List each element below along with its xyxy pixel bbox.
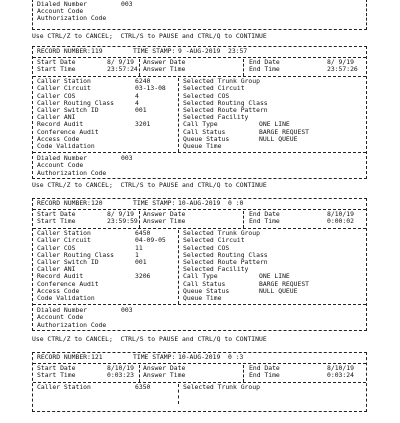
record-number-label: RECORD NUMBER:	[37, 199, 91, 207]
end-date-value: 8/ 9/19	[327, 58, 354, 67]
field-label: Caller Circuit	[37, 84, 91, 93]
field-label: Caller ANI	[37, 113, 76, 122]
answer-date-label: Answer Date	[143, 210, 186, 219]
end-date-value: 8/10/19	[327, 210, 354, 219]
answer-time-label: Answer Time	[143, 371, 186, 380]
dialed-number-value: 003	[121, 306, 133, 315]
record-partial-top	[32, 0, 367, 30]
account-code-label: Account Code	[37, 313, 84, 322]
fields-block	[33, 230, 366, 304]
timestamp-value: 10-AUG-2019 0 :0	[178, 199, 244, 207]
field-label: Selected Routing Class	[183, 98, 268, 107]
field-value: 03-13-08	[135, 84, 166, 93]
field-value: BARGE REQUEST	[259, 127, 310, 136]
field-value: 4	[135, 91, 139, 100]
field-label: Selected COS	[183, 91, 230, 100]
end-time-value: 0:00:02	[327, 217, 354, 226]
start-time-value: 23:57:24	[107, 65, 138, 74]
record-header	[33, 354, 366, 361]
record-number-value: 121	[91, 353, 103, 361]
field-label: Caller Routing Class	[37, 98, 114, 107]
fields-block	[33, 384, 366, 404]
field-value: 1	[135, 250, 139, 259]
start-date-value: 8/10/19	[107, 364, 134, 373]
start-time-label: Start Time	[37, 371, 76, 380]
field-value: 6450	[135, 229, 151, 238]
field-label: Record Audit	[37, 120, 84, 129]
start-date-label: Start Date	[37, 364, 76, 373]
field-value: 4	[135, 98, 139, 107]
record-number-label: RECORD NUMBER:	[37, 47, 91, 55]
field-label: Caller COS	[37, 91, 76, 100]
field-value: NULL QUEUE	[259, 286, 298, 295]
field-value: ONE LINE	[259, 120, 290, 129]
start-date-value: 8/ 9/19	[107, 210, 134, 219]
field-label: Call Status	[183, 279, 226, 288]
control-instructions: Use CTRL/Z to CANCEL; CTRL/S to PAUSE and CTRL/Q to CONTINUE	[32, 335, 267, 343]
end-time-label: End Time	[249, 217, 280, 226]
field-value: NULL QUEUE	[259, 134, 298, 143]
field-value: 3201	[135, 120, 151, 129]
field-label: Access Code	[37, 286, 80, 295]
start-time-value: 23:59:59	[107, 217, 138, 226]
dialed-number-value: 003	[121, 154, 133, 163]
end-time-value: 23:57:26	[327, 65, 358, 74]
field-label: Caller Routing Class	[37, 250, 114, 259]
end-time-value: 0:03:24	[327, 371, 354, 380]
record-number-value: 120	[91, 199, 103, 207]
field-label: Selected Trunk Group	[183, 229, 260, 238]
start-time-label: Start Time	[37, 65, 76, 74]
field-label: Call Type	[183, 120, 218, 129]
field-label: Conference Audit	[37, 279, 99, 288]
timestamp-label: TIME STAMP:	[133, 199, 176, 207]
field-label: Selected Facility	[183, 265, 249, 274]
field-label: Selected Facility	[183, 113, 249, 122]
answer-date-label: Answer Date	[143, 364, 186, 373]
field-label: Caller COS	[37, 243, 76, 252]
end-date-label: End Date	[249, 58, 280, 67]
field-label: Selected Circuit	[183, 236, 245, 245]
field-label: Queue Time	[183, 141, 222, 150]
fields-block	[33, 78, 366, 152]
date-block	[33, 211, 366, 228]
control-instructions: Use CTRL/Z to CANCEL; CTRL/S to PAUSE and CTRL/Q to CONTINUE	[32, 32, 267, 40]
field-label: Caller Station	[37, 383, 91, 392]
field-label: Caller ANI	[37, 265, 76, 274]
date-block	[33, 365, 366, 382]
record-119	[32, 46, 367, 179]
field-label: Selected Routing Class	[183, 250, 268, 259]
end-date-label: End Date	[249, 364, 280, 373]
field-value: ONE LINE	[259, 272, 290, 281]
account-code-label: Account Code	[37, 161, 84, 170]
record-121	[32, 352, 367, 412]
field-value: BARGE REQUEST	[259, 279, 310, 288]
authorization-code-label: Authorization Code	[37, 168, 107, 177]
field-label: Caller Station	[37, 229, 91, 238]
field-label: Conference Audit	[37, 127, 99, 136]
record-120	[32, 198, 367, 331]
field-label: Caller Switch ID	[37, 257, 99, 266]
field-label: Code Validation	[37, 141, 95, 150]
record-header	[33, 200, 366, 207]
field-value: 001	[135, 105, 147, 114]
field-value: 001	[135, 257, 147, 266]
field-label: Queue Status	[183, 134, 230, 143]
field-label: Call Type	[183, 272, 218, 281]
end-date-value: 8/10/19	[327, 364, 354, 373]
end-date-label: End Date	[249, 210, 280, 219]
field-label: Queue Time	[183, 293, 222, 302]
record-header	[33, 48, 366, 55]
field-label: Caller Station	[37, 77, 91, 86]
start-time-label: Start Time	[37, 217, 76, 226]
authorization-code-label: Authorization Code	[37, 320, 107, 329]
start-date-value: 8/ 9/19	[107, 58, 134, 67]
answer-date-label: Answer Date	[143, 58, 186, 67]
record-number-label: RECORD NUMBER:	[37, 353, 91, 361]
date-block	[33, 59, 366, 76]
authorization-code-label: Authorization Code	[37, 14, 107, 23]
answer-time-label: Answer Time	[143, 65, 186, 74]
field-label: Selected Route Pattern	[183, 257, 268, 266]
authorization-code-row	[33, 15, 366, 22]
record-number-value: 119	[91, 47, 103, 55]
end-time-label: End Time	[249, 371, 280, 380]
timestamp-value: 9 -AUG-2019 23:57	[178, 47, 248, 55]
field-value: 6240	[135, 77, 151, 86]
timestamp-label: TIME STAMP:	[133, 353, 176, 361]
field-value: 3206	[135, 272, 151, 281]
field-value: 04-09-05	[135, 236, 166, 245]
field-value: 11	[135, 243, 143, 252]
field-value: 6350	[135, 383, 151, 392]
field-label: Selected Route Pattern	[183, 105, 268, 114]
start-time-value: 0:03:23	[107, 371, 134, 380]
field-label: Queue Status	[183, 286, 230, 295]
field-label: Caller Circuit	[37, 236, 91, 245]
field-label: Caller Switch ID	[37, 105, 99, 114]
field-label: Selected COS	[183, 243, 230, 252]
start-date-label: Start Date	[37, 58, 76, 67]
end-time-label: End Time	[249, 65, 280, 74]
dialed-number-label: Dialed Number	[37, 154, 88, 163]
dialed-number-value: 003	[121, 0, 133, 8]
field-label: Record Audit	[37, 272, 84, 281]
control-instructions: Use CTRL/Z to CANCEL; CTRL/S to PAUSE and CTRL/Q to CONTINUE	[32, 181, 267, 189]
field-label: Access Code	[37, 134, 80, 143]
field-label: Selected Trunk Group	[183, 77, 260, 86]
answer-time-label: Answer Time	[143, 217, 186, 226]
timestamp-value: 10-AUG-2019 0 :3	[178, 353, 244, 361]
field-label: Selected Trunk Group	[183, 383, 260, 392]
dialed-number-label: Dialed Number	[37, 306, 88, 315]
field-label: Call Status	[183, 127, 226, 136]
start-date-label: Start Date	[37, 210, 76, 219]
dialed-number-label: Dialed Number	[37, 0, 88, 8]
field-label: Code Validation	[37, 293, 95, 302]
timestamp-label: TIME STAMP:	[133, 47, 176, 55]
field-label: Selected Circuit	[183, 84, 245, 93]
account-code-label: Account Code	[37, 7, 84, 16]
